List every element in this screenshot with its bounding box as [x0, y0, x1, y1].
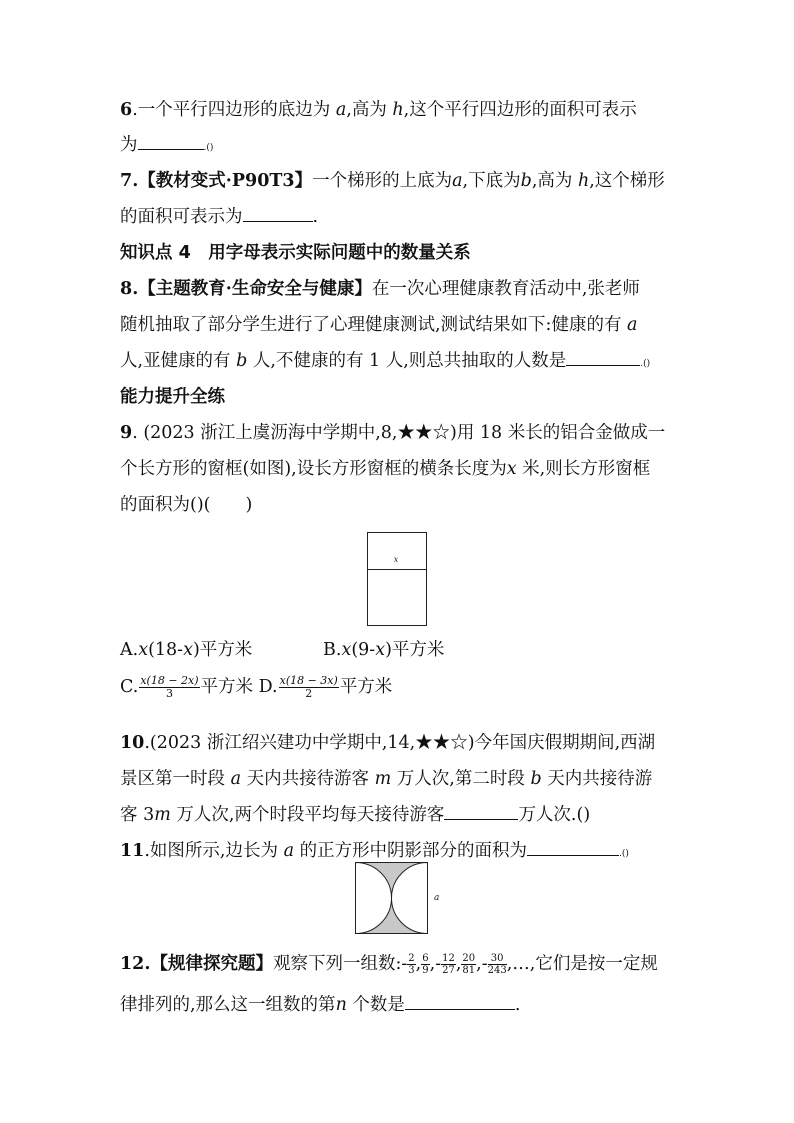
q8-line1: 8.【主题教育·生命安全与健康】在一次心理健康教育活动中,张老师 — [120, 279, 640, 299]
q12-fraction — [441, 953, 456, 976]
q12-answer-blank[interactable] — [405, 993, 515, 1010]
q6-line2: 为 .() — [120, 135, 214, 155]
q10-line2: 景区第一时段 a 天内共接待游客 m 万人次,第二时段 b 天内共接待游 — [120, 769, 653, 789]
q11-number: 11 — [120, 841, 145, 861]
q10-answer-blank[interactable] — [444, 803, 518, 820]
q9-option-b[interactable]: B.x(9-x)平方米 — [323, 640, 445, 660]
q7-number: 7 — [120, 171, 133, 191]
q12-fraction-denominator: 81 — [462, 965, 476, 976]
q12-fraction — [488, 953, 507, 976]
q12-fraction-denominator: 243 — [487, 965, 507, 976]
q7-line2: 的面积可表示为 . — [120, 207, 319, 227]
q12-sign: - — [401, 954, 408, 974]
q11-square-figure — [355, 862, 445, 934]
q9-line1: 9. (2023 浙江上虞沥海中学期中,8,★★☆)用 18 米长的铝合金做成一 — [120, 423, 666, 443]
q8-answer-blank[interactable] — [566, 349, 640, 366]
q9-option-c-fraction: $\frac{x(18 - 2x)}{3}$ — [140, 674, 199, 700]
q8-line3: 人,亚健康的有 b 人,不健康的有 1 人,则总共抽取的人数是 .() — [120, 351, 651, 371]
q9-figure-label: x — [393, 555, 399, 564]
q10-line3: 客 3m 万人次,两个时段平均每天接待游客 万人次.() — [120, 805, 591, 825]
q12-fraction-denominator: 3 — [408, 965, 415, 976]
q9-option-d-fraction: $\frac{x(18 - 3x)}{2}$ — [279, 674, 338, 700]
q9-line2: 个长方形的窗框(如图),设长方形窗框的横条长度为x 米,则长方形窗框 — [120, 459, 651, 479]
q9-option-c[interactable]: C. $\frac{x(18 - 2x)}{3}$ 平方米 — [120, 674, 254, 700]
q11-line1: 11.如图所示,边长为 a 的正方形中阴影部分的面积为 .() — [120, 841, 629, 861]
q8-line2: 随机抽取了部分学生进行了心理健康测试,测试结果如下:健康的有 a — [120, 315, 638, 335]
q9-option-c-d — [120, 675, 392, 700]
q12-fraction — [461, 953, 476, 976]
q7-line1: 7.【教材变式·P90T3】一个梯形的上底为a,下底为b,高为 h,这个梯形 — [120, 171, 665, 191]
shaded-square-diagram — [355, 862, 445, 934]
q12-sign: , — [415, 954, 422, 974]
section-heading-ability: 能力提升全练 — [120, 387, 225, 407]
q12-fraction-numerator: 30 — [488, 953, 507, 965]
q12-sign: ,- — [429, 954, 442, 974]
q10-number: 10 — [120, 733, 145, 753]
q12-sign: , — [455, 954, 462, 974]
q9-line3: 的面积为()( ) — [120, 495, 253, 515]
q10-line1: 10.(2023 浙江绍兴建功中学期中,14,★★☆)今年国庆假期期间,西湖 — [120, 733, 656, 753]
q12-fraction-denominator: 9 — [422, 965, 429, 976]
q12-line1: 12.【规律探究题】观察下列一组数:- $\frac{2}{3}$ , $\frac{6}{9}$ ,- $\frac{12}{27}$ , $\frac{20}{81}$ ,- $\frac{30}{243}$ ,…,它们是按一定规 — [120, 953, 658, 976]
q9-option-a[interactable]: A.x(18-x)平方米 — [120, 640, 253, 660]
q9-number: 9 — [120, 423, 133, 443]
q12-line2: 律排列的,那么这一组数的第n 个数是 . — [120, 995, 521, 1015]
window-frame-diagram — [367, 532, 427, 626]
q6-line1: 6.一个平行四边形的底边为 a,高为 h,这个平行四边形的面积可表示 — [120, 100, 637, 120]
q7-answer-blank[interactable] — [243, 205, 313, 222]
q12-fraction-numerator: 2 — [408, 953, 415, 964]
section-heading-4: 知识点 4 用字母表示实际问题中的数量关系 — [120, 243, 471, 263]
q12-fraction-numerator: 6 — [422, 953, 429, 964]
q6-number: 6 — [120, 100, 133, 120]
q11-figure-label: a — [434, 893, 440, 903]
q6-answer-blank[interactable] — [138, 133, 204, 150]
q12-number: 12 — [120, 954, 145, 974]
q12-fraction — [421, 953, 429, 976]
q12-fraction-numerator: 12 — [442, 953, 455, 964]
q12-fraction-numerator: 20 — [462, 953, 476, 964]
q12-sign: ,- — [476, 954, 488, 974]
q12-fraction — [407, 953, 415, 976]
q11-answer-blank[interactable] — [527, 839, 619, 856]
q12-fraction-denominator: 27 — [442, 965, 455, 976]
q9-window-figure — [367, 532, 427, 626]
q8-number: 8 — [120, 279, 133, 299]
q9-option-d[interactable]: D. $\frac{x(18 - 3x)}{2}$ 平方米 — [258, 674, 393, 700]
q12-sequence — [401, 954, 506, 974]
